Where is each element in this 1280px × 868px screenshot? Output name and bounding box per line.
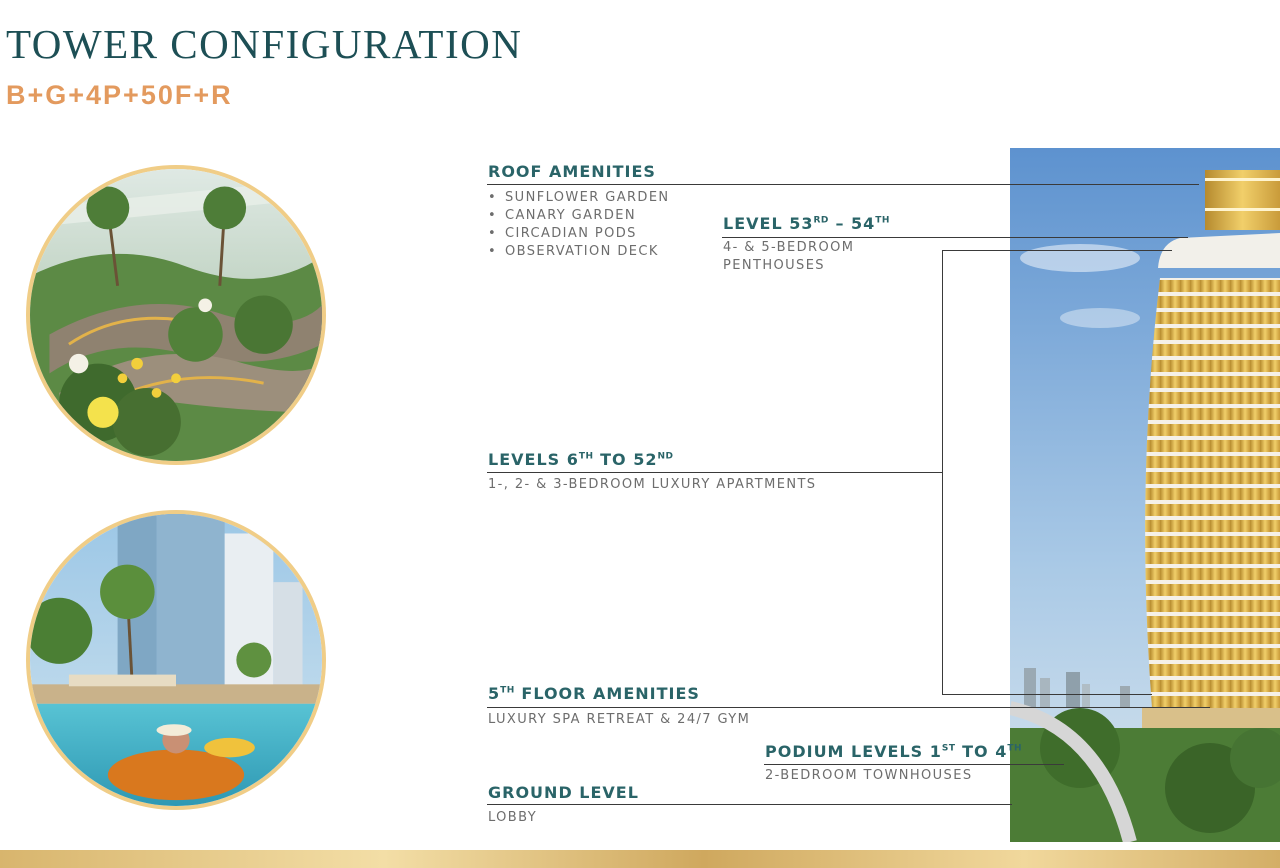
roof-garden-image	[26, 165, 326, 465]
levels-description: 1-, 2- & 3-BEDROOM LUXURY APARTMENTS	[488, 477, 817, 492]
decorative-footer-band	[0, 850, 1280, 868]
podium-description: 2-BEDROOM TOWNHOUSES	[765, 768, 973, 783]
fifth-floor-heading: 5TH FLOOR AMENITIES	[488, 684, 700, 703]
fifth-floor-description: LUXURY SPA RETREAT & 24/7 GYM	[488, 712, 751, 727]
penthouse-heading: LEVEL 53RD – 54TH	[723, 214, 890, 233]
list-item: • CIRCADIAN PODS	[488, 225, 670, 243]
roof-amenities-list	[488, 189, 670, 261]
tower-configuration-code: B+G+4P+50F+R	[6, 80, 233, 110]
levels-heading: LEVELS 6TH TO 52ND	[488, 450, 674, 469]
ground-heading: GROUND LEVEL	[488, 783, 639, 802]
ground-description: LOBBY	[488, 810, 538, 825]
roof-amenities-heading: ROOF AMENITIES	[488, 162, 656, 181]
penthouse-block	[723, 214, 890, 275]
ground-block	[488, 783, 639, 827]
fifth-floor-block	[488, 684, 750, 729]
tower-rendering	[1010, 148, 1280, 842]
levels-block	[488, 450, 816, 494]
page-title: TOWER CONFIGURATION	[6, 21, 523, 67]
list-item: • OBSERVATION DECK	[488, 243, 670, 261]
podium-block	[765, 742, 1022, 785]
bracket-bottom-line	[942, 694, 1152, 695]
podium-heading: PODIUM LEVELS 1ST TO 4TH	[765, 742, 1022, 761]
list-item: • CANARY GARDEN	[488, 207, 670, 225]
roof-amenities-block	[488, 162, 670, 261]
penthouse-description: 4- & 5-BEDROOM PENTHOUSES	[723, 240, 855, 273]
pool-image	[26, 510, 326, 810]
bracket-top-line	[942, 250, 1172, 251]
list-item: • SUNFLOWER GARDEN	[488, 189, 670, 207]
bracket-vertical-line	[942, 250, 943, 694]
